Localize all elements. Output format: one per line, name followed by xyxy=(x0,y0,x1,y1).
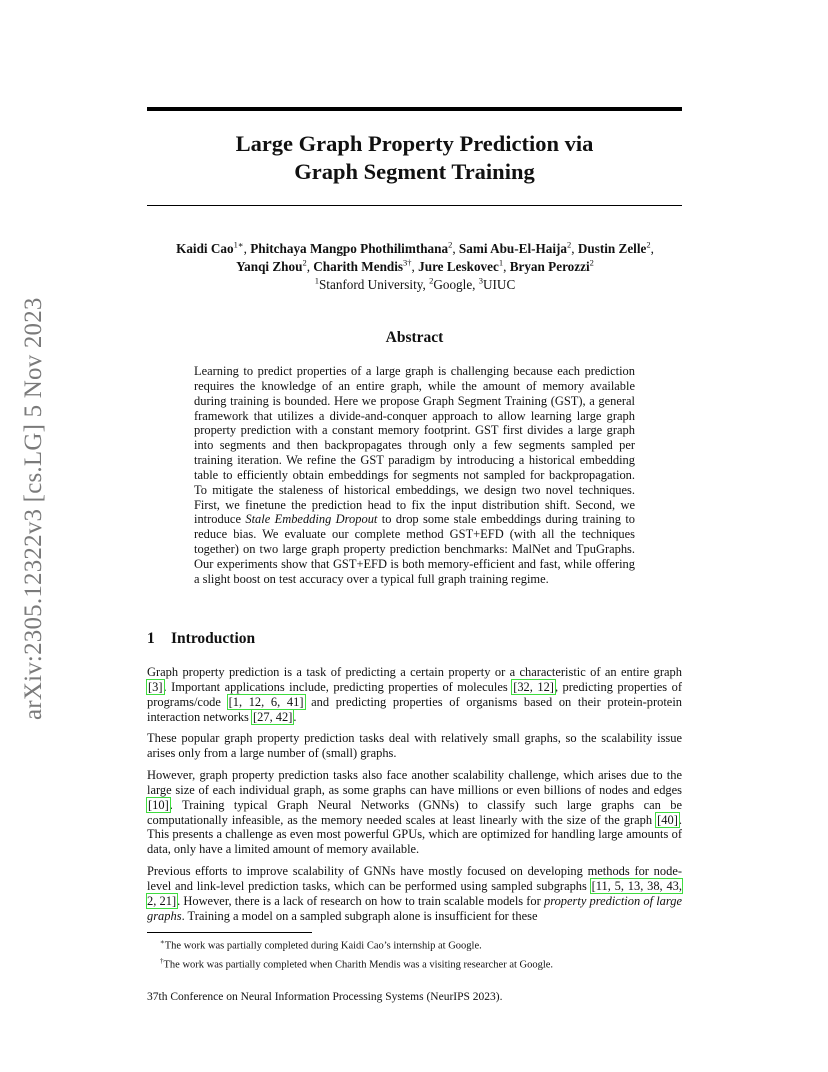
intro-paragraph-2: These popular graph property prediction tasks deal with relatively small graphs, so the scalability issue arises only from a large number of (small) graphs. xyxy=(147,731,682,761)
intro-paragraph-1 xyxy=(147,665,682,724)
text-run: . Important applications include, predicting properties of molecules xyxy=(163,679,513,694)
affiliations: $^1$Stanford University, $^2$Google, $^3$UIUC xyxy=(314,275,516,292)
citation-link[interactable]: [11, 5, 13, 38, 43, 2, 21] xyxy=(147,878,682,908)
author-name: Jure Leskovec xyxy=(418,259,499,274)
text-run: , predicting properties of programs/code xyxy=(147,679,682,709)
section-heading xyxy=(147,630,255,648)
conference-note: 37th Conference on Neural Information Processing Systems (NeurIPS 2023). xyxy=(147,991,503,1003)
text-run: . Training a model on a sampled subgraph alone is insufficient for these xyxy=(181,908,538,923)
title-bottom-rule xyxy=(147,205,682,206)
author-name: Yanqi Zhou xyxy=(236,259,303,274)
author-name: Dustin Zelle xyxy=(577,241,647,256)
footnote-mark: ∗ xyxy=(160,938,165,946)
footnote-mark: † xyxy=(160,957,164,965)
abstract-heading: Abstract xyxy=(385,329,444,346)
citation-link[interactable]: [32, 12] xyxy=(513,679,554,694)
author-name: Charith Mendis xyxy=(313,259,404,274)
affil-name: UIUC xyxy=(483,277,516,292)
text-run: . However, there is a lack of research on how to train scalable models for xyxy=(177,893,544,908)
citation-link[interactable]: [10] xyxy=(148,797,169,812)
author-block xyxy=(120,240,710,294)
affil-mark: 1 xyxy=(314,275,319,286)
affil-name: Google xyxy=(433,277,473,292)
affil-mark: 3 xyxy=(478,275,484,286)
text-run: and predicting properties of organisms based on their protein-protein interaction networks xyxy=(147,694,682,724)
citation-link[interactable]: [3] xyxy=(148,679,163,694)
title-line-1: Large Graph Property Prediction via xyxy=(235,131,594,156)
text-run: However, graph property prediction tasks also face another scalability challenge, which arises due to the large size of each individual graph, as some graphs can have millions or even billions of nodes and edges xyxy=(147,768,682,797)
author-name: Bryan Perozzi xyxy=(509,259,590,274)
author-affil-mark: 2 xyxy=(646,239,651,250)
author-affil-mark: 2 xyxy=(567,239,572,250)
abstract-body xyxy=(194,364,635,587)
footnote-rule xyxy=(147,932,312,933)
citation-link[interactable]: [1, 12, 6, 41] xyxy=(228,694,304,709)
abstract-text-1: Learning to predict properties of a large graph is challenging because each prediction requires the knowledge of an entire graph, while the amount of memory available during training is bounded. Here we propose Graph Segment Training (GST), a general framework that utilizes a divide-and-conquer approach to allow learning large graph property prediction with a constant memory footprint. GST first divides a large graph into segments and then backpropagates through only a few segments sampled per training iteration. We refine the GST paradigm by introducing a historical embedding table to efficiently obtain embeddings for segments not sampled for backpropagation. To mitigate the staleness of historical embeddings, we design two novel techniques. First, we finetune the prediction head to fix the input distribution shift. Second, we introduce xyxy=(194,364,635,527)
author-affil-mark: 3† xyxy=(403,257,412,268)
footnote-text: The work was partially completed during Kaidi Cao’s internship at Google. xyxy=(164,940,482,952)
paper-title xyxy=(147,130,682,186)
author-name: Kaidi Cao xyxy=(176,241,234,256)
footnote xyxy=(160,954,680,973)
author-affil-mark: 1∗ xyxy=(233,239,244,250)
section-body xyxy=(147,665,682,931)
emphasis: property prediction of large graphs xyxy=(147,893,682,923)
author-affil-mark: 2 xyxy=(448,239,453,250)
intro-paragraph-3 xyxy=(147,768,682,857)
author-affil-mark: 2 xyxy=(589,257,594,268)
text-run: . This presents a challenge as even most powerful GPUs, which are optimized for handling large amounts of data, only have a limited amount of memory available. xyxy=(147,812,682,857)
abstract-emphasis: Stale Embedding Dropout xyxy=(245,512,378,527)
text-run: . Training typical Graph Neural Networks (GNNs) to classify such large graphs can be computationally infeasible, as the memory needed scales at least linearly with the size of the graph xyxy=(147,797,682,827)
title-top-rule xyxy=(147,107,682,111)
citation-link[interactable]: [40] xyxy=(657,812,678,827)
abstract-text-2: to drop some stale embeddings during training to reduce bias. We evaluate our complete method GST+EFD (with all the techniques together) on two large graph property prediction benchmarks: MalNet and TpuGraphs. Our experiments show that GST+EFD is both memory-efficient and fast, while offering a slight boost on test accuracy over a typical full graph training regime. xyxy=(194,512,635,586)
citation-link[interactable]: [27, 42] xyxy=(253,709,293,724)
author-name: Sami Abu-El-Haija xyxy=(458,241,568,256)
author-affil-mark: 2 xyxy=(302,257,307,268)
author-affil-mark: 1 xyxy=(498,257,504,268)
affil-name: Stanford University xyxy=(318,277,423,292)
arxiv-identifier: arXiv:2305.12322v3 [cs.LG] 5 Nov 2023 xyxy=(20,297,47,720)
text-run: Previous efforts to improve scalability of GNNs have mostly focused on developing methods for node-level and link-level prediction tasks, which can be performed using sampled subgraphs xyxy=(147,864,682,893)
footnote-text: The work was partially completed when Charith Mendis was a visiting researcher at Google. xyxy=(163,959,554,971)
section-number: 1 xyxy=(147,630,155,647)
author-line-1: Kaidi Cao$^{1∗}$, Phitchaya Mangpo Phothilimthana$^2$, Sami Abu-El-Haija$^2$, Dustin Zelle$^2$, xyxy=(176,239,654,256)
section-title: Introduction xyxy=(171,630,256,647)
affil-mark: 2 xyxy=(429,275,434,286)
author-name: Phitchaya Mangpo Phothilimthana xyxy=(250,241,449,256)
footnote xyxy=(160,935,680,954)
author-line-2: Yanqi Zhou$^2$, Charith Mendis$^{3\dagger}$, Jure Leskovec$^1$, Bryan Perozzi$^2$ xyxy=(236,257,594,274)
text-run: . xyxy=(293,709,297,724)
text-run: Graph property prediction is a task of predicting a certain property or a characteristic of an entire graph xyxy=(147,665,682,679)
footnotes xyxy=(160,935,680,973)
intro-paragraph-4 xyxy=(147,864,682,923)
title-line-2: Graph Segment Training xyxy=(294,159,535,184)
